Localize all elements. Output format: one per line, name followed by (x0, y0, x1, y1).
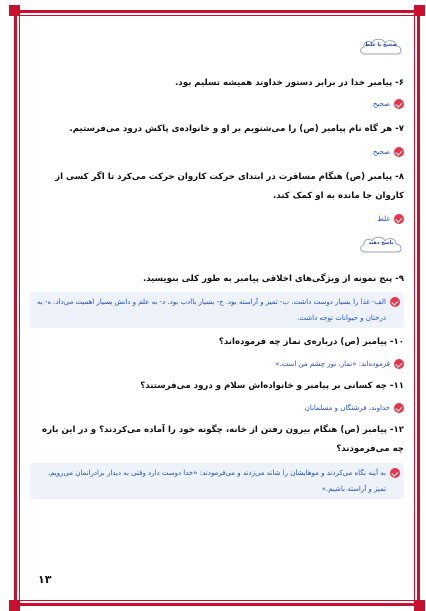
question-text: ۹- پنج نمونه از ویژگی‌های اخلاقی پیامبر به طور کلی بنویسید. (142, 274, 404, 284)
answer-row (30, 211, 404, 228)
corner-square (414, 5, 425, 16)
q11 (30, 377, 404, 396)
answer-row (30, 144, 404, 161)
corner-square (9, 5, 20, 16)
q12 (30, 421, 404, 459)
answer-text: صحیح (372, 148, 390, 156)
question-text: ۸- پیامبر (ص) هنگام مسافرت در ابتدای حرکت کاروان حرکت می‌کرد تا اگر کسی از کاروان جا مانده به او کمک کند. (55, 172, 404, 201)
q7 (30, 120, 404, 139)
answer-text: به آینه نگاه می‌کردند و موهایشان را شانه می‌زدند و می‌فرمودند: «خدا دوست دارد وقتی به دیدار برادرانمان می‌رویم، تمیز و آراسته باشیم.» (47, 469, 386, 493)
answer-row (30, 400, 404, 417)
question-text: ۷- هر گاه نام پیامبر (ص) را می‌شنویم بر او و خانواده‌ی پاکش درود می‌فرستیم. (69, 124, 404, 134)
answer-text: خداوند، فرشتگان و مسلمانان (304, 404, 390, 412)
answer-row (30, 96, 404, 113)
check-icon (394, 403, 404, 413)
question-text: ۱۰- پیامبر (ص) درباره‌ی نماز چه فرموده‌اند؟ (218, 337, 404, 347)
question-text: ۱۱- چه کسانی بر پیامبر و خانواده‌اش سلام و درود می‌فرستند؟ (140, 381, 404, 391)
q9 (30, 270, 404, 289)
q10 (30, 333, 404, 352)
check-icon (390, 297, 400, 307)
answer-text: الف- غذا را بسیار دوست داشت. ب- تمیز و آراسته بود. ج- بسیار باادب بود. د- به علم و دانش بسیار اهمیت می‌داد. ه- به درختان و حیوانات توجه داشت. (37, 298, 386, 322)
question-text: ۱۲- پیامبر (ص) هنگام بیرون رفتن از خانه، چگونه خود را آماده می‌کردند؟ و در این باره چه می‌فرمودند؟ (42, 425, 404, 454)
check-icon (394, 99, 404, 109)
question-text: ۶- پیامبر خدا در برابر دستور خداوند همیشه تسلیم بود. (175, 78, 404, 88)
q8 (30, 168, 404, 206)
answer-row (30, 292, 404, 328)
check-icon (394, 214, 404, 224)
check-icon (394, 147, 404, 157)
answer-text: غلط (377, 215, 390, 223)
corner-square (414, 600, 425, 611)
section-title: پاسخ دهید (368, 240, 394, 246)
section-title: صحیح یا غلط (364, 42, 398, 48)
section-heading-answer (358, 234, 404, 256)
check-icon (390, 468, 400, 478)
worksheet-content (30, 18, 404, 499)
answer-text: فرموده‌اند: «نماز، نور چشم من است.» (275, 360, 390, 368)
page-number: ۱۳ (38, 573, 52, 586)
section-heading-true-false (358, 36, 404, 58)
corner-square (9, 600, 20, 611)
answer-row (30, 463, 404, 499)
q6 (30, 74, 404, 93)
answer-row (30, 356, 404, 373)
answer-text: صحیح (372, 100, 390, 108)
check-icon (394, 359, 404, 369)
